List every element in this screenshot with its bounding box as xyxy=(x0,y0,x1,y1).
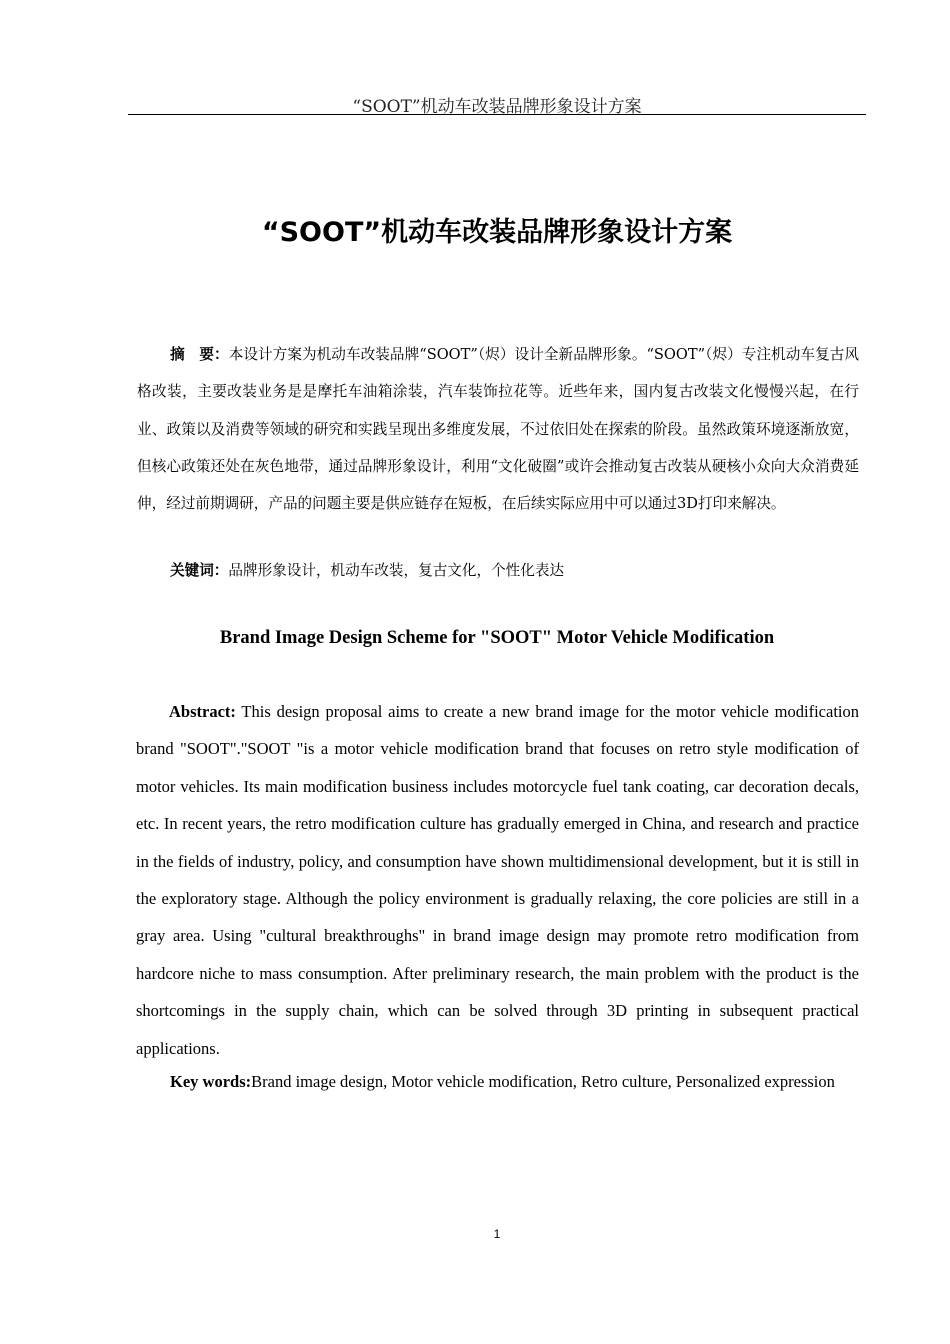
english-abstract xyxy=(136,693,859,1067)
chinese-abstract xyxy=(137,336,859,522)
chinese-keywords-label: 关键词： xyxy=(170,562,229,579)
chinese-keywords-text: 品牌形象设计，机动车改装，复古文化，个性化表达 xyxy=(228,562,565,579)
english-abstract-label: Abstract: xyxy=(169,702,236,721)
page-number: 1 xyxy=(493,1227,501,1241)
running-header: “SOOT”机动车改装品牌形象设计方案 xyxy=(352,97,642,117)
chinese-title: “SOOT”机动车改装品牌形象设计方案 xyxy=(261,217,733,248)
english-keywords-text: Brand image design, Motor vehicle modification, Retro culture, Personalized expression xyxy=(251,1072,835,1091)
english-title: Brand Image Design Scheme for "SOOT" Motor Vehicle Modification xyxy=(219,628,775,648)
english-keywords xyxy=(170,1070,860,1094)
chinese-abstract-label: 摘 要： xyxy=(170,346,229,363)
english-keywords-label: Key words: xyxy=(170,1072,252,1091)
header-rule xyxy=(128,114,866,115)
chinese-keywords xyxy=(170,559,860,583)
english-abstract-text: This design proposal aims to create a new brand image for the motor vehicle modification brand "SOOT"."SOOT "is a motor vehicle modification brand that focuses on retro style modification of motor vehicles. Its main modification business includes motorcycle fuel tank coating, car decoration decals, etc. In recent years, the retro modification culture has gradually emerged in China, and research and practice in the fields of industry, policy, and consumption have shown multidimensional development, but it is still in the exploratory stage. Although the policy environment is gradually relaxing, the core policies are still in a gray area. Using "cultural breakthroughs" in brand image design may promote retro modification from hardcore niche to mass consumption. After preliminary research, the main problem with the product is the shortcomings in the supply chain, which can be solved through 3D printing in subsequent practical applications. xyxy=(136,702,859,1058)
chinese-abstract-text: 本设计方案为机动车改装品牌“SOOT”（烬）设计全新品牌形象。“SOOT”（烬）专注机动车复古风格改装，主要改装业务是是摩托车油箱涂装，汽车装饰拉花等。近些年来，国内复古改装文化慢慢兴起，在行业、政策以及消费等领域的研究和实践呈现出多维度发展，不过依旧处在探索的阶段。虽然政策环境逐渐放宽，但核心政策还处在灰色地带，通过品牌形象设计，利用“文化破圈”或许会推动复古改装从硬核小众向大众消费延伸，经过前期调研，产品的问题主要是供应链存在短板，在后续实际应用中可以通过3D打印来解决。 xyxy=(137,346,859,513)
